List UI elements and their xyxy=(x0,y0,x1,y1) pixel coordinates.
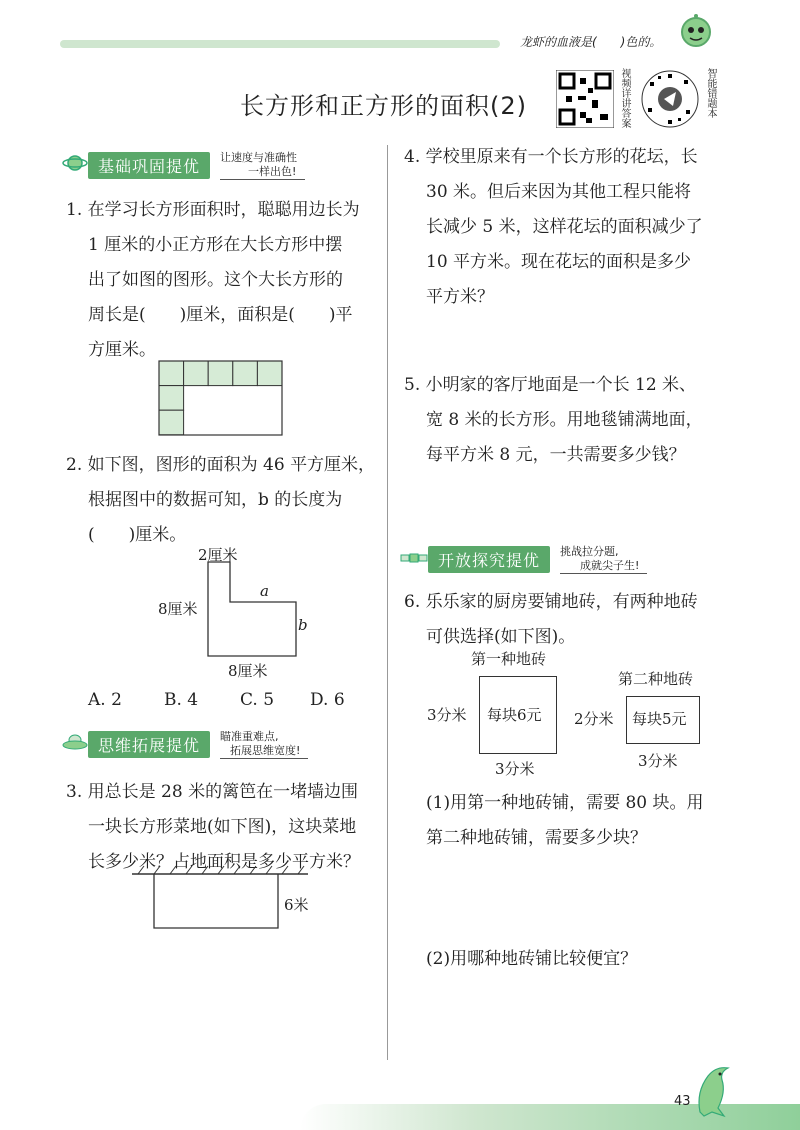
tile-2-side: 2分米 xyxy=(574,710,614,728)
q2-label-bottom: 8厘米 xyxy=(228,662,268,680)
robot-mascot-icon xyxy=(676,12,716,52)
tile-2-title: 第二种地砖 xyxy=(618,670,694,688)
dolphin-icon xyxy=(690,1062,736,1118)
header-riddle: 龙虾的血液是( )色的。 xyxy=(520,35,662,49)
question-6: 6. 乐乐家的厨房要铺地砖，有两种地砖 可供选择(如下图)。 xyxy=(404,592,698,647)
planet-icon xyxy=(62,150,88,180)
q2-label-b: b xyxy=(298,616,308,634)
question-3: 3. 用总长是 28 米的篱笆在一堵墙边围 一块长方形菜地(如下图)，这块菜地 长多少米？占地面积是多少平方米？ xyxy=(66,782,360,872)
question-4: 4. 学校里原来有一个长方形的花坛，长 30 米。但后来因为其他工程只能将 长减少 5 米，这样花坛的面积减少了 10 平方米。现在花坛的面积是多少 平方米？ xyxy=(404,147,703,307)
tile-2-bottom: 3分米 xyxy=(638,752,678,770)
section-thinking-motto: 瞄准重难点, 拓展思维宽度! xyxy=(220,730,308,759)
section-open-motto: 挑战拉分题, 成就尖子生! xyxy=(560,545,647,574)
q2-option-c[interactable]: C. 5 xyxy=(240,690,275,710)
q2-option-a[interactable]: A. 2 xyxy=(88,690,122,710)
q2-label-a: a xyxy=(260,582,269,600)
tile-1-figure xyxy=(425,648,585,778)
page-number: 43 xyxy=(674,1094,691,1109)
q1-grid-figure xyxy=(158,360,283,436)
section-thinking-label: 思维拓展提优 xyxy=(88,731,210,758)
q6-subquestion-1: (1)用第一种地砖铺，需要 80 块。用 第二种地砖铺，需要多少块？ xyxy=(426,793,704,848)
tile-1-bottom: 3分米 xyxy=(495,760,535,778)
q3-figure xyxy=(128,862,328,942)
section-open-label: 开放探究提优 xyxy=(428,546,550,573)
qr-right-label: 智能错题本 xyxy=(705,68,716,118)
question-5: 5. 小明家的客厅地面是一个长 12 米、 宽 8 米的长方形。用地毯铺满地面， 每平方米 8 元，一共需要多少钱？ xyxy=(404,375,703,465)
q3-label-width: 6米 xyxy=(284,896,309,914)
tile-1-price: 每块6元 xyxy=(487,706,542,724)
q2-option-d[interactable]: D. 6 xyxy=(310,690,345,710)
question-1: 1. 在学习长方形面积时，聪聪用边长为 1 厘米的小正方形在大长方形中摆 出了如图的图形。这个大长方形的 周长是( )厘米，面积是( )平 方厘米。 xyxy=(66,200,360,360)
qr-left-label: 视频详讲答案 xyxy=(619,68,630,128)
column-divider xyxy=(387,145,388,1060)
q2-label-top: 2厘米 xyxy=(198,546,238,564)
page-title: 长方形和正方形的面积(2) xyxy=(240,92,527,120)
ufo-icon xyxy=(62,732,88,758)
satellite-icon xyxy=(400,546,428,574)
section-basic-label: 基础巩固提优 xyxy=(88,152,210,179)
q2-label-left: 8厘米 xyxy=(158,600,198,618)
q2-options xyxy=(88,683,388,718)
q2-option-b[interactable]: B. 4 xyxy=(164,690,199,710)
tile-1-side: 3分米 xyxy=(427,706,467,724)
q2-figure xyxy=(150,540,330,680)
section-basic-header xyxy=(62,150,305,180)
tile-1-title: 第一种地砖 xyxy=(471,650,547,668)
header-band xyxy=(60,40,500,48)
qr-code-left-icon[interactable] xyxy=(556,70,614,128)
section-basic-motto: 让速度与准确性 一样出色! xyxy=(220,151,305,180)
q6-subquestion-2: (2)用哪种地砖铺比较便宜？ xyxy=(426,949,638,969)
question-2: 2. 如下图，图形的面积为 46 平方厘米， 根据图中的数据可知，b 的长度为 ( )厘米。 xyxy=(66,455,376,545)
tile-2-price: 每块5元 xyxy=(632,710,687,728)
tile-2-figure xyxy=(572,668,732,778)
section-thinking-header xyxy=(62,730,308,759)
section-open-header xyxy=(400,545,647,574)
qr-code-right-icon[interactable] xyxy=(640,68,700,130)
